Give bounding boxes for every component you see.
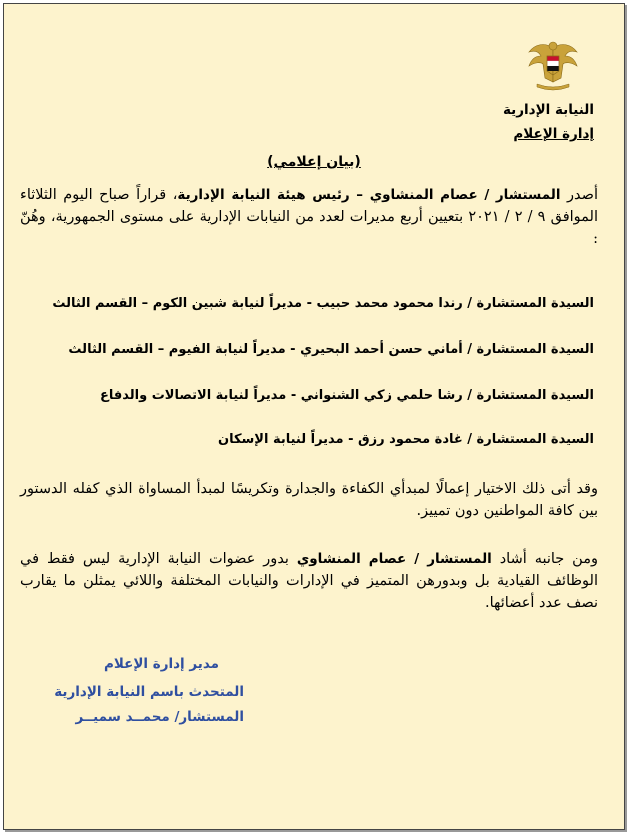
organization-name: النيابة الإدارية: [502, 102, 594, 118]
intro-rest: ، قراراً صباح اليوم الثلاثاء الموافق ٩ / ٢ / ٢٠٢١ بتعيين أربع مديرات لعدد من النيابات الإدارية على مستوى الجمهورية، وهُنّ :: [20, 187, 598, 247]
appointment-item: السيدة المستشارة / أماني حسن أحمد البحيري - مديراً لنيابة الفيوم – القسم الثالث: [68, 342, 594, 357]
intro-start: أصدر: [560, 187, 598, 203]
department-name: إدارة الإعلام: [513, 126, 594, 142]
appointment-item: السيدة المستشارة / غادة محمود رزق - مديراً لنيابة الإسكان: [217, 432, 594, 447]
signature-name: المستشار/ محمــد سميــر: [75, 709, 244, 725]
praise-start: ومن جانبه أشاد: [491, 551, 598, 567]
praise-name: المستشار / عصام المنشاوي: [296, 551, 492, 567]
signature-role: المتحدث باسم النيابة الإدارية: [54, 684, 244, 700]
signature-title: مدير إدارة الإعلام: [104, 656, 219, 672]
praise-rest: بدور عضوات النيابة الإدارية ليس فقط في الوظائف القيادية بل وبدورهن المتميز في الإدارات والنيابات المختلفة واللائي يمثلن ما يقارب نصف عدد أعضائها.: [20, 551, 598, 611]
egypt-eagle-emblem-icon: [523, 34, 583, 94]
press-release-page: [3, 3, 625, 830]
issuer-name: المستشار / عصام المنشاوي – رئيس هيئة النيابة الإدارية: [177, 187, 561, 203]
appointment-item: السيدة المستشارة / رشا حلمي زكي الشنواني - مديراً لنيابة الاتصالات والدفاع: [99, 388, 594, 403]
document-title: (بيان إعلامي): [267, 154, 361, 170]
selection-paragraph: وقد أتى ذلك الاختيار إعمالًا لمبدأي الكفاءة والجدارة وتكريسًا لمبدأ المساواة الذي كفله الدستور بين كافة المواطنين دون تمييز.: [20, 481, 598, 519]
praise-paragraph: [20, 548, 598, 614]
appointment-item: السيدة المستشارة / رندا محمود محمد حبيب - مديراً لنيابة شبين الكوم – القسم الثالث: [52, 296, 594, 311]
intro-paragraph: [20, 184, 598, 250]
